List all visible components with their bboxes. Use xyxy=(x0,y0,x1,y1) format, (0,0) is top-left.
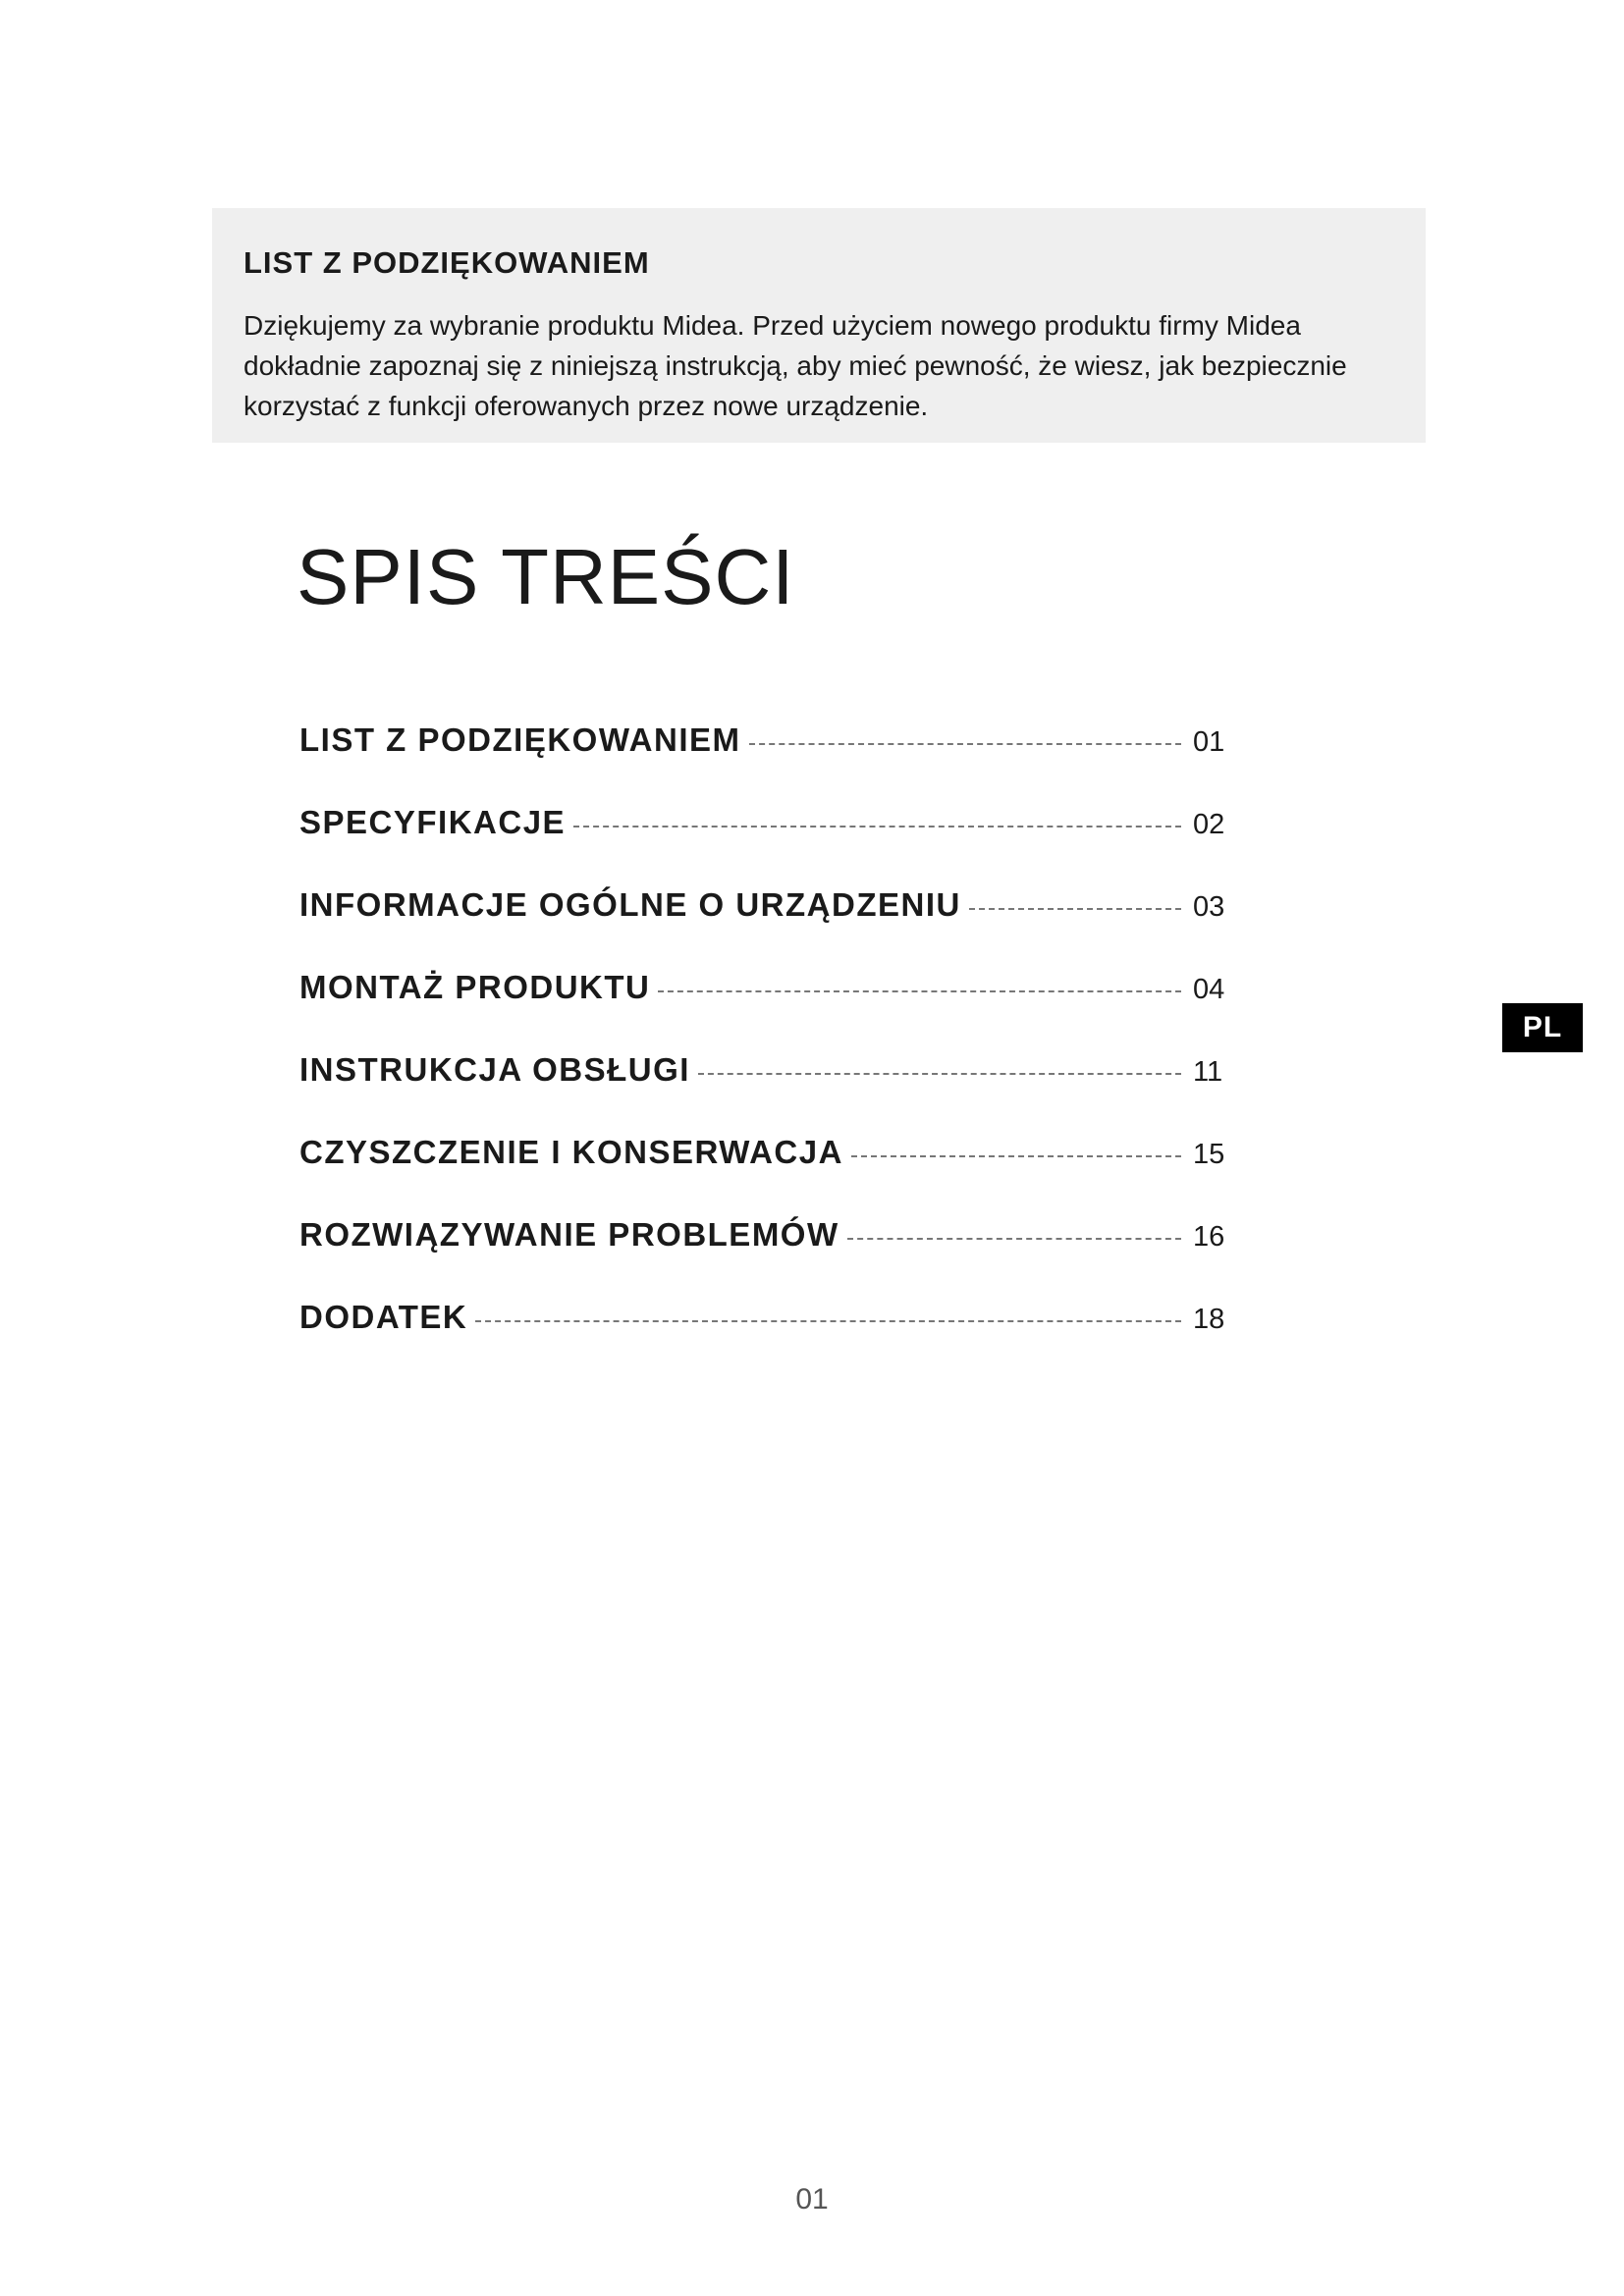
toc-entry-page: 01 xyxy=(1193,726,1225,758)
toc-entry-label: ROZWIĄZYWANIE PROBLEMÓW xyxy=(299,1216,839,1253)
toc-entry-page: 15 xyxy=(1193,1139,1225,1170)
toc-entry[interactable] xyxy=(299,804,1232,886)
toc-entry[interactable] xyxy=(299,1299,1232,1381)
toc-entry-page: 16 xyxy=(1193,1221,1225,1253)
thank-you-title: LIST Z PODZIĘKOWANIEM xyxy=(244,245,650,280)
toc-entry-label: SPECYFIKACJE xyxy=(299,804,567,840)
toc-entry[interactable] xyxy=(299,1134,1232,1216)
toc-leader xyxy=(749,743,1182,745)
toc-entry-page: 11 xyxy=(1193,1056,1223,1088)
toc-entry[interactable] xyxy=(299,1216,1232,1299)
toc-leader xyxy=(658,990,1181,992)
toc-entry-label: DODATEK xyxy=(299,1299,468,1335)
toc-entry-page: 04 xyxy=(1193,974,1225,1005)
thank-you-text: Dziękujemy za wybranie produktu Midea. Przed użyciem nowego produktu firmy Midea dokładnie zapoznaj się z niniejszą instrukcją, aby mieć pewność, że wiesz, jak bezpiecznie korzystać z funkcji oferowanych przez nowe urządzenie. xyxy=(244,310,1347,421)
toc-entry-page: 02 xyxy=(1193,809,1225,840)
toc-entry-label: INSTRUKCJA OBSŁUGI xyxy=(299,1051,690,1088)
toc-leader xyxy=(475,1320,1181,1322)
thank-you-box xyxy=(212,208,1426,443)
toc-leader xyxy=(698,1073,1181,1075)
toc-entry-label: LIST Z PODZIĘKOWANIEM xyxy=(299,721,741,758)
toc-leader xyxy=(851,1155,1181,1157)
toc-entry[interactable] xyxy=(299,1051,1232,1134)
toc-leader xyxy=(969,908,1181,910)
toc-leader xyxy=(573,826,1181,828)
toc-entry[interactable] xyxy=(299,721,1232,804)
language-tab: PL xyxy=(1502,1003,1583,1052)
toc-entry-label: CZYSZCZENIE I KONSERWACJA xyxy=(299,1134,843,1170)
toc-heading: SPIS TREŚCI xyxy=(297,533,795,620)
page-number: 01 xyxy=(795,2183,829,2216)
toc-entry-page: 03 xyxy=(1193,891,1225,923)
toc-entry-page: 18 xyxy=(1193,1304,1225,1335)
toc-entry[interactable] xyxy=(299,886,1232,969)
toc-entry-label: INFORMACJE OGÓLNE O URZĄDZENIU xyxy=(299,886,961,923)
toc-entry[interactable] xyxy=(299,969,1232,1051)
toc-leader xyxy=(847,1238,1181,1240)
table-of-contents xyxy=(299,721,1232,1381)
toc-entry-label: MONTAŻ PRODUKTU xyxy=(299,969,651,1005)
